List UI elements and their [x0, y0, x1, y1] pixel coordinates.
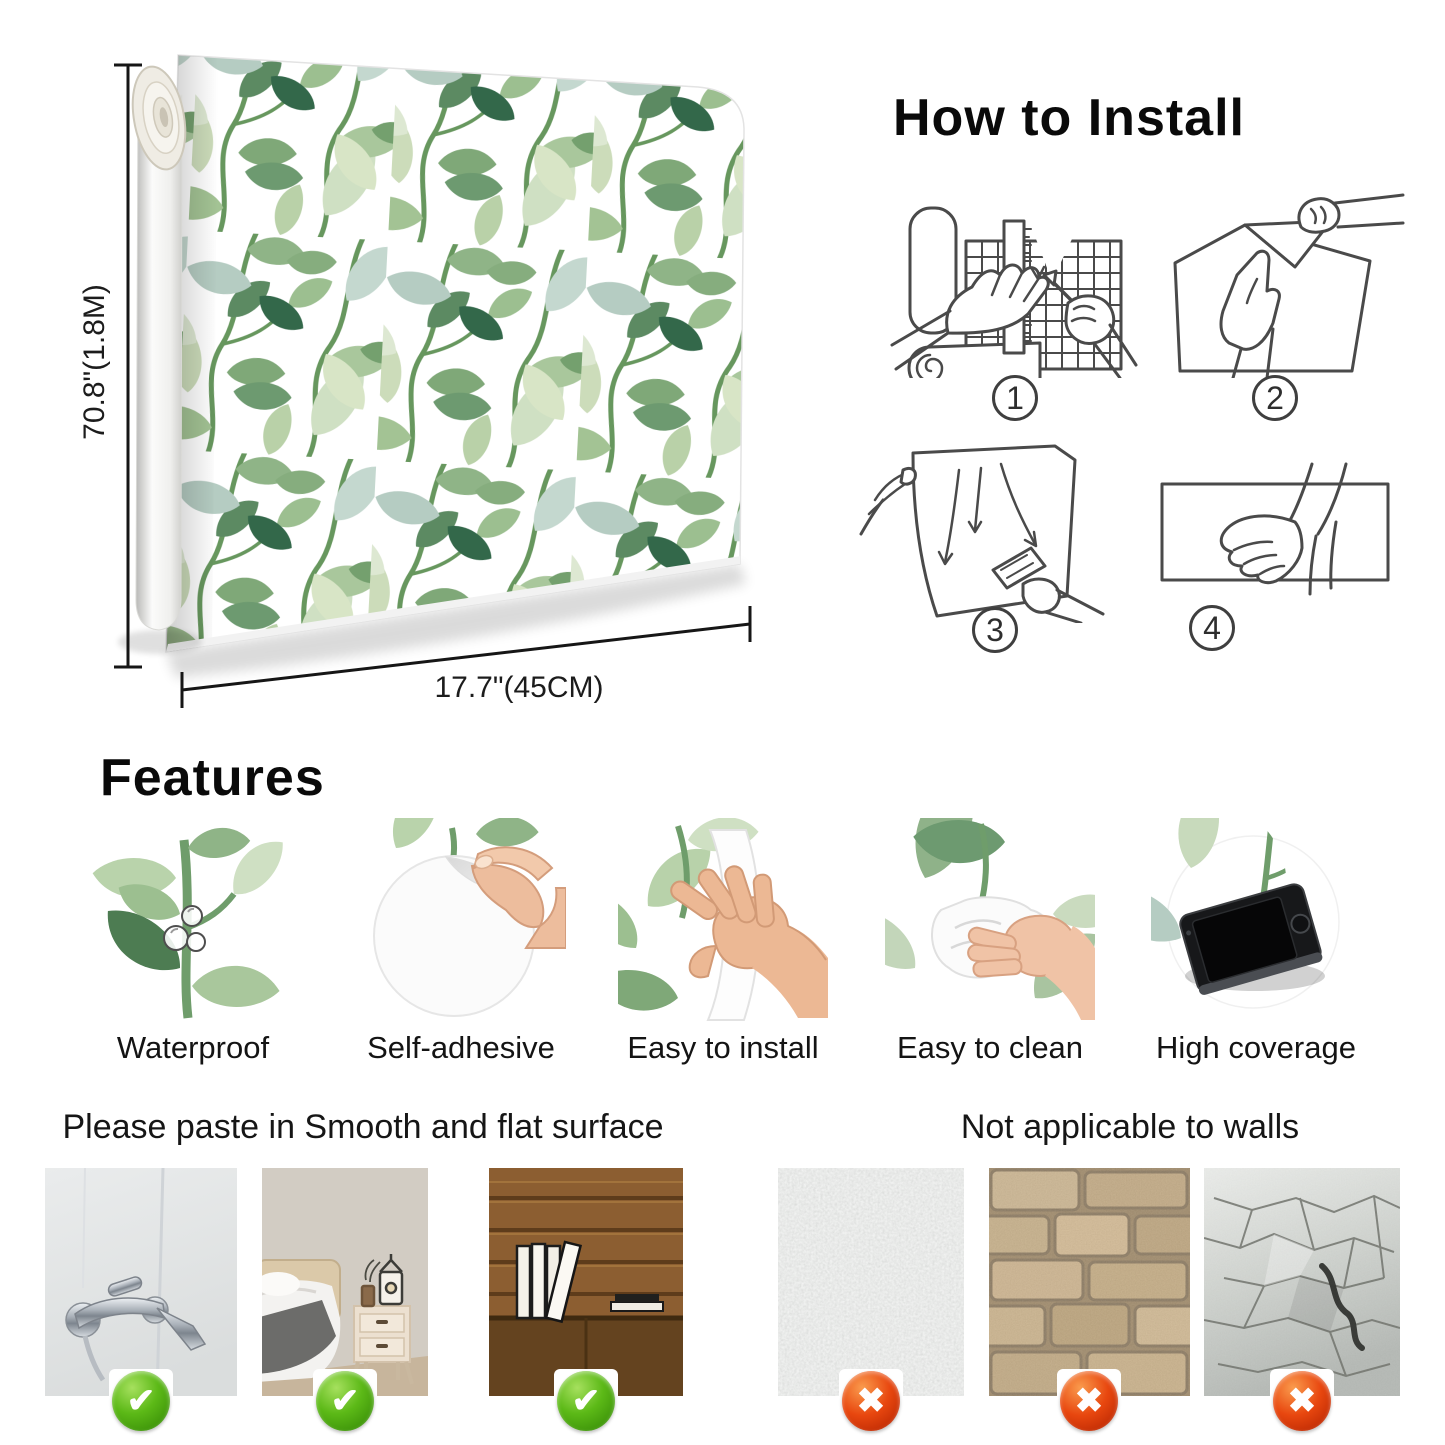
wallpaper-roll-display: [0, 0, 870, 770]
peel-backing-illustration: [1145, 183, 1405, 378]
cracked-peeling-wall-image: [1204, 1168, 1400, 1396]
smooth-by-hand-illustration: [1150, 462, 1400, 612]
corner-holding-hand: [861, 468, 915, 534]
wallpaper-sheet: [166, 55, 744, 652]
step-2-number-text: 2: [1266, 379, 1284, 416]
pinching-hand: [1299, 195, 1403, 232]
cross-icon: ✖: [1074, 1382, 1104, 1420]
step-3-number: [972, 607, 1018, 653]
apply-and-squeegee-illustration: [855, 438, 1120, 623]
flat-painted-bedroom-wall-image: [262, 1168, 428, 1396]
unsuitable-surfaces-title: Not applicable to walls: [960, 1108, 1300, 1146]
suitable-check-badge: [112, 1371, 170, 1431]
smooth-wood-panel-image: [489, 1168, 683, 1396]
step-4-number: [1189, 605, 1235, 651]
step-3-number-text: 3: [986, 611, 1004, 648]
suitable-check-badge: [316, 1371, 374, 1431]
suitable-surfaces-title: Please paste in Smooth and flat surface: [62, 1108, 664, 1146]
phone-on-pattern-icon: [1151, 818, 1361, 1028]
feature-label-waterproof: Waterproof: [116, 1030, 270, 1065]
install-title: How to Install: [893, 89, 1245, 147]
feature-label-self-adhesive: Self-adhesive: [367, 1030, 555, 1065]
wipe-cloth-icon: [885, 818, 1095, 1028]
step-1-number: [992, 375, 1038, 421]
unsuitable-cross-badge: [1273, 1371, 1331, 1431]
water-droplets-on-leaves-icon: [88, 818, 298, 1028]
rough-stone-brick-wall-image: [989, 1168, 1190, 1396]
wiping-hand: [967, 916, 1095, 1020]
feature-label-easy-clean: Easy to clean: [896, 1030, 1084, 1065]
cross-icon: ✖: [1287, 1382, 1317, 1420]
unsuitable-cross-badge: [842, 1371, 900, 1431]
textured-stucco-wall-image: [778, 1168, 964, 1396]
measure-and-cut-illustration: [888, 183, 1140, 378]
step-4-number-text: 4: [1203, 609, 1221, 646]
check-icon: ✔: [571, 1382, 601, 1420]
height-dimension-label: 70.8"(1.8M): [78, 284, 111, 440]
bed: [262, 1260, 340, 1382]
step-2-number: [1252, 375, 1298, 421]
check-icon: ✔: [330, 1382, 360, 1420]
unsuitable-cross-badge: [1060, 1371, 1118, 1431]
check-icon: ✔: [126, 1382, 156, 1420]
cross-icon: ✖: [856, 1382, 886, 1420]
glossy-tile-bathroom-wall-image: [45, 1168, 237, 1396]
feature-label-high-coverage: High coverage: [1156, 1030, 1356, 1065]
features-title: Features: [100, 749, 325, 807]
feature-label-easy-install: Easy to install: [627, 1030, 819, 1065]
suitable-check-badge: [557, 1371, 615, 1431]
step-1-number-text: 1: [1006, 379, 1024, 416]
width-dimension-label: 17.7"(45CM): [434, 671, 604, 704]
peel-sticker-icon: [356, 818, 566, 1028]
hand-press-icon: [618, 818, 828, 1028]
